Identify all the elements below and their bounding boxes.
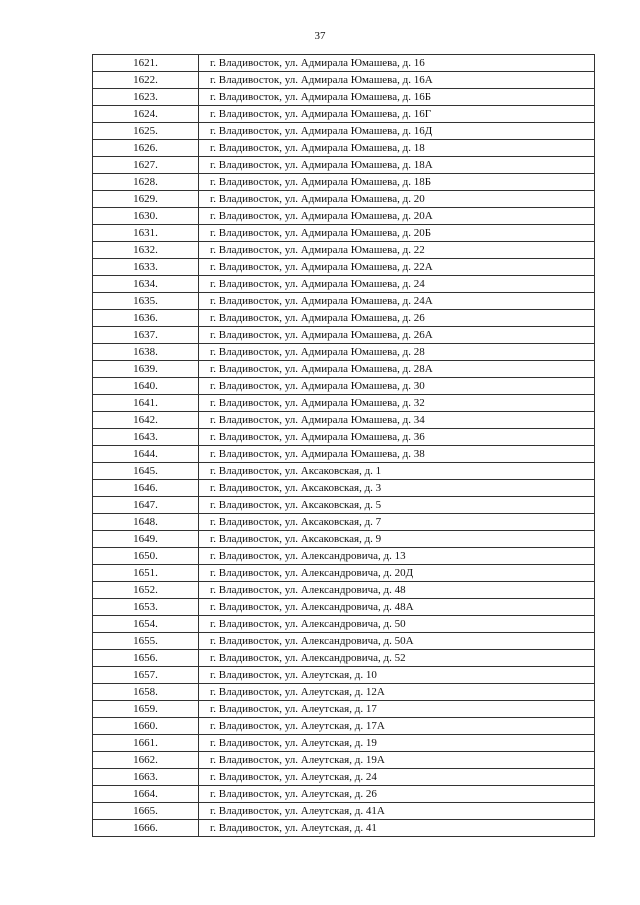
address-cell: г. Владивосток, ул. Адмирала Юмашева, д. 20А xyxy=(199,208,595,225)
row-number-cell: 1622. xyxy=(93,72,199,89)
row-number-cell: 1639. xyxy=(93,361,199,378)
row-number-cell: 1665. xyxy=(93,803,199,820)
row-number-cell: 1624. xyxy=(93,106,199,123)
table-row xyxy=(93,769,595,786)
table-row xyxy=(93,752,595,769)
row-number-cell: 1625. xyxy=(93,123,199,140)
address-cell: г. Владивосток, ул. Александровича, д. 48 xyxy=(199,582,595,599)
row-number-cell: 1663. xyxy=(93,769,199,786)
row-number-cell: 1642. xyxy=(93,412,199,429)
table-row xyxy=(93,480,595,497)
address-cell: г. Владивосток, ул. Алеутская, д. 24 xyxy=(199,769,595,786)
address-cell: г. Владивосток, ул. Александровича, д. 52 xyxy=(199,650,595,667)
address-cell: г. Владивосток, ул. Адмирала Юмашева, д. 26А xyxy=(199,327,595,344)
row-number-cell: 1652. xyxy=(93,582,199,599)
table-row xyxy=(93,55,595,72)
table-row xyxy=(93,225,595,242)
row-number-cell: 1626. xyxy=(93,140,199,157)
table-row xyxy=(93,616,595,633)
address-cell: г. Владивосток, ул. Адмирала Юмашева, д. 18 xyxy=(199,140,595,157)
row-number-cell: 1647. xyxy=(93,497,199,514)
table-row xyxy=(93,650,595,667)
row-number-cell: 1648. xyxy=(93,514,199,531)
row-number-cell: 1643. xyxy=(93,429,199,446)
address-cell: г. Владивосток, ул. Адмирала Юмашева, д. 32 xyxy=(199,395,595,412)
row-number-cell: 1660. xyxy=(93,718,199,735)
row-number-cell: 1638. xyxy=(93,344,199,361)
address-cell: г. Владивосток, ул. Адмирала Юмашева, д. 18А xyxy=(199,157,595,174)
address-cell: г. Владивосток, ул. Адмирала Юмашева, д. 34 xyxy=(199,412,595,429)
row-number-cell: 1657. xyxy=(93,667,199,684)
address-cell: г. Владивосток, ул. Адмирала Юмашева, д. 28 xyxy=(199,344,595,361)
address-cell: г. Владивосток, ул. Алеутская, д. 19А xyxy=(199,752,595,769)
address-table-body xyxy=(93,55,595,837)
table-row xyxy=(93,140,595,157)
address-cell: г. Владивосток, ул. Адмирала Юмашева, д. 16Б xyxy=(199,89,595,106)
row-number-cell: 1636. xyxy=(93,310,199,327)
table-row xyxy=(93,786,595,803)
address-cell: г. Владивосток, ул. Александровича, д. 50А xyxy=(199,633,595,650)
address-cell: г. Владивосток, ул. Адмирала Юмашева, д. 20Б xyxy=(199,225,595,242)
table-row xyxy=(93,531,595,548)
address-cell: г. Владивосток, ул. Адмирала Юмашева, д. 36 xyxy=(199,429,595,446)
table-row xyxy=(93,344,595,361)
address-cell: г. Владивосток, ул. Александровича, д. 48А xyxy=(199,599,595,616)
address-table xyxy=(92,54,595,837)
row-number-cell: 1628. xyxy=(93,174,199,191)
row-number-cell: 1649. xyxy=(93,531,199,548)
page-number: 37 xyxy=(314,30,326,42)
table-row xyxy=(93,701,595,718)
table-row xyxy=(93,361,595,378)
table-row xyxy=(93,446,595,463)
table-row xyxy=(93,565,595,582)
table-row xyxy=(93,463,595,480)
row-number-cell: 1629. xyxy=(93,191,199,208)
table-row xyxy=(93,667,595,684)
row-number-cell: 1623. xyxy=(93,89,199,106)
table-row xyxy=(93,208,595,225)
table-row xyxy=(93,582,595,599)
row-number-cell: 1661. xyxy=(93,735,199,752)
address-cell: г. Владивосток, ул. Аксаковская, д. 9 xyxy=(199,531,595,548)
address-cell: г. Владивосток, ул. Адмирала Юмашева, д. 16Д xyxy=(199,123,595,140)
address-cell: г. Владивосток, ул. Адмирала Юмашева, д. 22А xyxy=(199,259,595,276)
row-number-cell: 1632. xyxy=(93,242,199,259)
table-row xyxy=(93,327,595,344)
table-row xyxy=(93,735,595,752)
row-number-cell: 1630. xyxy=(93,208,199,225)
table-row xyxy=(93,310,595,327)
row-number-cell: 1653. xyxy=(93,599,199,616)
row-number-cell: 1621. xyxy=(93,55,199,72)
table-row xyxy=(93,191,595,208)
table-row xyxy=(93,123,595,140)
address-cell: г. Владивосток, ул. Аксаковская, д. 1 xyxy=(199,463,595,480)
address-cell: г. Владивосток, ул. Алеутская, д. 19 xyxy=(199,735,595,752)
table-row xyxy=(93,599,595,616)
table-row xyxy=(93,803,595,820)
row-number-cell: 1650. xyxy=(93,548,199,565)
row-number-cell: 1633. xyxy=(93,259,199,276)
address-cell: г. Владивосток, ул. Алеутская, д. 10 xyxy=(199,667,595,684)
address-cell: г. Владивосток, ул. Алеутская, д. 41 xyxy=(199,820,595,837)
row-number-cell: 1655. xyxy=(93,633,199,650)
address-cell: г. Владивосток, ул. Аксаковская, д. 7 xyxy=(199,514,595,531)
table-row xyxy=(93,718,595,735)
address-cell: г. Владивосток, ул. Адмирала Юмашева, д. 22 xyxy=(199,242,595,259)
row-number-cell: 1631. xyxy=(93,225,199,242)
row-number-cell: 1646. xyxy=(93,480,199,497)
table-row xyxy=(93,378,595,395)
row-number-cell: 1651. xyxy=(93,565,199,582)
table-row xyxy=(93,242,595,259)
row-number-cell: 1644. xyxy=(93,446,199,463)
address-cell: г. Владивосток, ул. Адмирала Юмашева, д. 16Г xyxy=(199,106,595,123)
address-cell: г. Владивосток, ул. Александровича, д. 50 xyxy=(199,616,595,633)
table-row xyxy=(93,157,595,174)
row-number-cell: 1658. xyxy=(93,684,199,701)
address-cell: г. Владивосток, ул. Адмирала Юмашева, д. 24 xyxy=(199,276,595,293)
table-row xyxy=(93,395,595,412)
address-cell: г. Владивосток, ул. Аксаковская, д. 5 xyxy=(199,497,595,514)
address-cell: г. Владивосток, ул. Адмирала Юмашева, д. 24А xyxy=(199,293,595,310)
table-row xyxy=(93,89,595,106)
address-cell: г. Владивосток, ул. Александровича, д. 13 xyxy=(199,548,595,565)
row-number-cell: 1640. xyxy=(93,378,199,395)
row-number-cell: 1664. xyxy=(93,786,199,803)
table-row xyxy=(93,106,595,123)
table-row xyxy=(93,548,595,565)
address-cell: г. Владивосток, ул. Алеутская, д. 41А xyxy=(199,803,595,820)
address-cell: г. Владивосток, ул. Алеутская, д. 17 xyxy=(199,701,595,718)
row-number-cell: 1635. xyxy=(93,293,199,310)
table-row xyxy=(93,174,595,191)
row-number-cell: 1641. xyxy=(93,395,199,412)
table-row xyxy=(93,820,595,837)
address-cell: г. Владивосток, ул. Адмирала Юмашева, д. 16А xyxy=(199,72,595,89)
address-cell: г. Владивосток, ул. Адмирала Юмашева, д. 18Б xyxy=(199,174,595,191)
table-row xyxy=(93,259,595,276)
table-row xyxy=(93,684,595,701)
table-row xyxy=(93,293,595,310)
table-row xyxy=(93,72,595,89)
row-number-cell: 1654. xyxy=(93,616,199,633)
row-number-cell: 1659. xyxy=(93,701,199,718)
row-number-cell: 1637. xyxy=(93,327,199,344)
row-number-cell: 1627. xyxy=(93,157,199,174)
address-cell: г. Владивосток, ул. Адмирала Юмашева, д. 26 xyxy=(199,310,595,327)
row-number-cell: 1656. xyxy=(93,650,199,667)
address-cell: г. Владивосток, ул. Алеутская, д. 26 xyxy=(199,786,595,803)
table-row xyxy=(93,412,595,429)
address-cell: г. Владивосток, ул. Алеутская, д. 12А xyxy=(199,684,595,701)
row-number-cell: 1666. xyxy=(93,820,199,837)
table-row xyxy=(93,276,595,293)
table-row xyxy=(93,497,595,514)
address-cell: г. Владивосток, ул. Адмирала Юмашева, д. 30 xyxy=(199,378,595,395)
row-number-cell: 1634. xyxy=(93,276,199,293)
table-row xyxy=(93,514,595,531)
address-cell: г. Владивосток, ул. Адмирала Юмашева, д. 20 xyxy=(199,191,595,208)
table-row xyxy=(93,429,595,446)
address-cell: г. Владивосток, ул. Аксаковская, д. 3 xyxy=(199,480,595,497)
row-number-cell: 1645. xyxy=(93,463,199,480)
address-cell: г. Владивосток, ул. Адмирала Юмашева, д. 28А xyxy=(199,361,595,378)
address-cell: г. Владивосток, ул. Алеутская, д. 17А xyxy=(199,718,595,735)
address-cell: г. Владивосток, ул. Адмирала Юмашева, д. 38 xyxy=(199,446,595,463)
address-cell: г. Владивосток, ул. Александровича, д. 20Д xyxy=(199,565,595,582)
table-row xyxy=(93,633,595,650)
address-cell: г. Владивосток, ул. Адмирала Юмашева, д. 16 xyxy=(199,55,595,72)
row-number-cell: 1662. xyxy=(93,752,199,769)
